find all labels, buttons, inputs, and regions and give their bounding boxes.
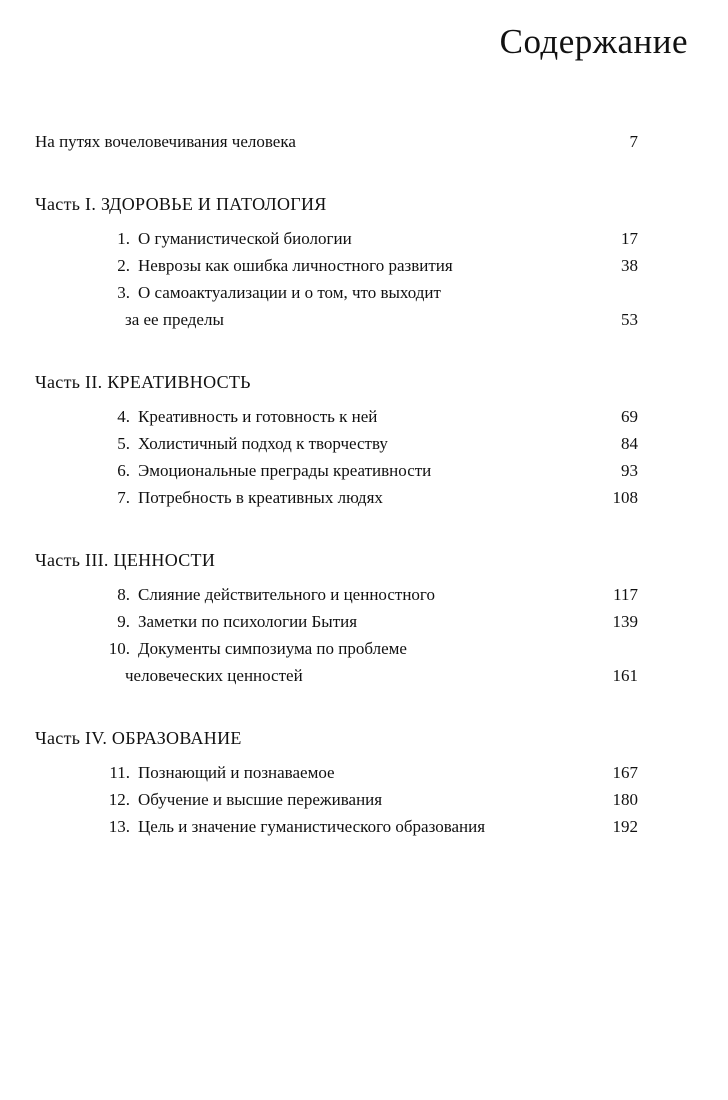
toc-section	[35, 725, 638, 840]
entry-page: 53	[621, 310, 638, 330]
section-entries	[100, 403, 638, 511]
entry-label: Документы симпозиума по проблеме	[138, 639, 407, 659]
entry-number: 2.	[117, 256, 130, 276]
table-of-contents	[35, 128, 688, 840]
entry-page: 93	[621, 461, 638, 481]
entry-label: Потребность в креативных людях	[138, 488, 383, 508]
entry-page: 180	[612, 790, 638, 810]
toc-entry	[100, 279, 638, 333]
entry-label: Познающий и познаваемое	[138, 763, 335, 783]
entry-page: 38	[621, 256, 638, 276]
entry-page: 7	[629, 132, 638, 152]
toc-section	[35, 191, 638, 333]
toc-section	[35, 547, 638, 689]
entry-number: 4.	[117, 407, 130, 427]
entry-label: Заметки по психологии Бытия	[138, 612, 358, 632]
entry-number: 13.	[108, 817, 130, 837]
entry-page: 161	[612, 666, 638, 686]
entry-label: Обучение и высшие переживания	[138, 790, 383, 810]
toc-entry	[100, 813, 638, 840]
entry-number: 10.	[108, 639, 130, 659]
section-heading: Часть I. ЗДОРОВЬЕ И ПАТОЛОГИЯ	[35, 194, 327, 215]
entry-label: Неврозы как ошибка личностного развития	[138, 256, 453, 276]
entry-number: 11.	[109, 763, 130, 783]
toc-section	[35, 369, 638, 511]
entry-number: 7.	[117, 488, 130, 508]
entry-label: О самоактуализации и о том, что выходит	[138, 283, 441, 303]
toc-entry	[100, 252, 638, 279]
section-entries	[100, 581, 638, 689]
entry-number: 1.	[117, 229, 130, 249]
toc-entry	[100, 225, 638, 252]
entry-page: 139	[612, 612, 638, 632]
entry-page: 84	[621, 434, 638, 454]
entry-page: 167	[612, 763, 638, 783]
entry-label: Холистичный подход к творчеству	[138, 434, 388, 454]
toc-entry	[100, 759, 638, 786]
entry-label: На путях вочеловечивания человека	[35, 132, 296, 152]
entry-page: 17	[621, 229, 638, 249]
toc-entry-intro	[35, 128, 638, 155]
entry-label: Эмоциональные преграды креативности	[138, 461, 432, 481]
toc-entry	[100, 484, 638, 511]
toc-entry	[100, 608, 638, 635]
entry-page: 192	[612, 817, 638, 837]
toc-entry	[100, 457, 638, 484]
section-heading: Часть II. КРЕАТИВНОСТЬ	[35, 372, 251, 393]
toc-entry	[100, 635, 638, 689]
entry-page: 117	[613, 585, 638, 605]
entry-label-continued: за ее пределы	[125, 310, 224, 330]
entry-number: 6.	[117, 461, 130, 481]
entry-number: 12.	[108, 790, 130, 810]
toc-entry	[100, 403, 638, 430]
section-heading: Часть III. ЦЕННОСТИ	[35, 550, 216, 571]
section-entries	[100, 759, 638, 840]
entry-number: 5.	[117, 434, 130, 454]
section-heading: Часть IV. ОБРАЗОВАНИЕ	[35, 728, 242, 749]
entry-label: Креативность и готовность к ней	[138, 407, 378, 427]
entry-number: 3.	[117, 283, 130, 303]
toc-entry	[100, 430, 638, 457]
toc-entry	[100, 786, 638, 813]
entry-label: Цель и значение гуманистического образования	[138, 817, 486, 837]
entry-label: О гуманистической биологии	[138, 229, 352, 249]
entry-page: 108	[612, 488, 638, 508]
entry-page: 69	[621, 407, 638, 427]
entry-number: 9.	[117, 612, 130, 632]
entry-label: Слияние действительного и ценностного	[138, 585, 435, 605]
entry-number: 8.	[117, 585, 130, 605]
page-title: Содержание	[499, 22, 688, 61]
entry-label-continued: человеческих ценностей	[125, 666, 303, 686]
section-entries	[100, 225, 638, 333]
toc-entry	[100, 581, 638, 608]
